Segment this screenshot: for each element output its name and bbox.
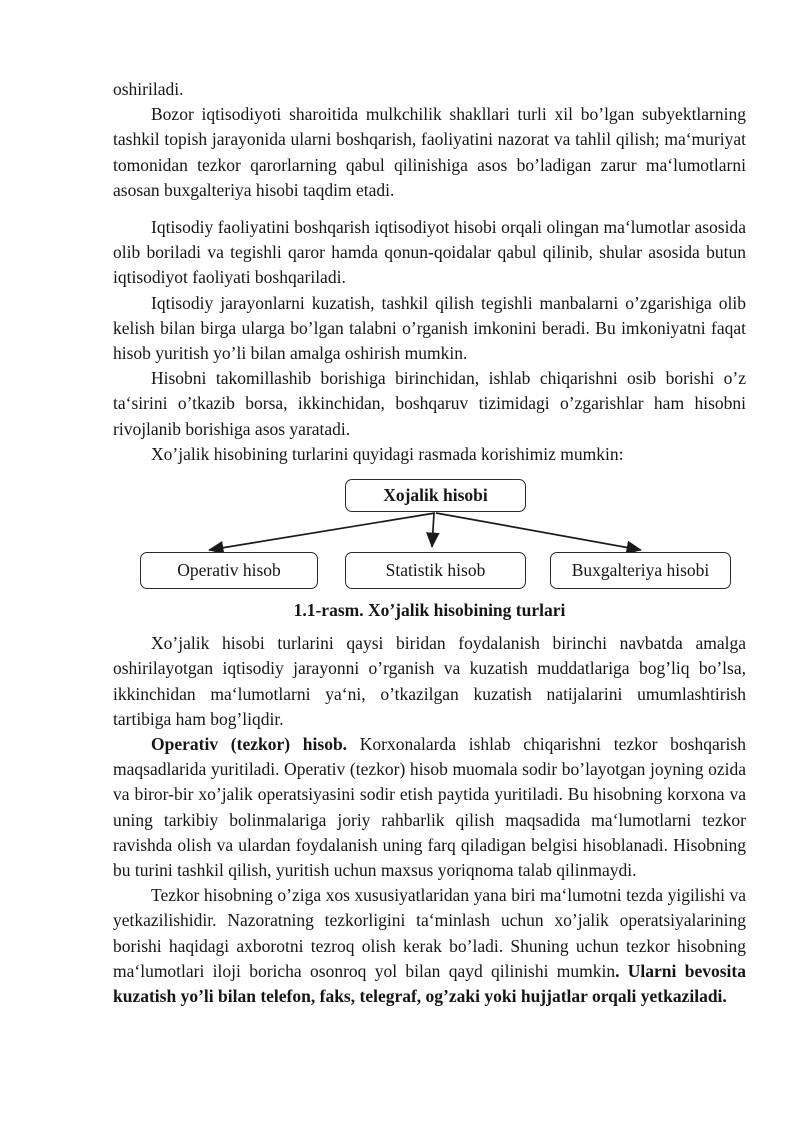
paragraph-tezkor-hisobning [113, 883, 746, 1009]
paragraph-tail-bold: . Ularni bevosita kuzatish yo’li bilan telefon, faks, telegraf, og’zaki yoki hujjatlar orqali yetkaziladi. [113, 960, 746, 1007]
diagram-child-label: Operativ hisob [177, 559, 281, 580]
text-column [113, 77, 746, 1009]
diagram-box-operativ-hisob [140, 552, 318, 589]
paragraph-hisobni-takomillashib: Hisobni takomillashib borishiga birinchidan, ishlab chiqarishni osib borishi o’z ta‘sirini o’tkazib borsa, ikkinchidan, boshqaruv tizimidagi o’zgarishlar ham hisobni rivojlanib borishiga asos yaratadi. [113, 368, 746, 439]
diagram-root-label: Xojalik hisobi [383, 484, 488, 505]
diagram-box-buxgalteriya-hisobi [550, 552, 731, 589]
diagram-child-label: Statistik hisob [385, 559, 486, 580]
diagram-root-box [345, 479, 526, 512]
paragraph-lead-bold: Operativ (tezkor) hisob. [151, 734, 348, 755]
figure-caption: 1.1-rasm. Xo’jalik hisobining turlari [293, 600, 566, 621]
paragraph-bozor-iqtisodiyoti: Bozor iqtisodiyoti sharoitida mulkchilik shakllari turli xil bo’lgan subyektlarning tashkil topish jarayonida ularni boshqarish, faoliyatini nazorat va tahlil qilish; ma‘muriyat tomonidan tezkor qarorlarning qabul qilinishiga asos bo’ladigan zarur ma‘lumotlarni asosan buxgalteriya hisobi taqdim etadi. [113, 104, 746, 200]
accounting-types-diagram [113, 477, 746, 593]
paragraph-operativ-hisob [113, 732, 746, 883]
diagram-child-label: Buxgalteriya hisobi [571, 559, 710, 580]
paragraph-continuation: oshiriladi. [113, 79, 184, 99]
paragraph-iqtisodiy-faoliyatini: Iqtisodiy faoliyatini boshqarish iqtisodiyot hisobi orqali olingan ma‘lumotlar asosida olib boriladi va tegishli qaror hamda qonun-qoidalar qabul qilinib, shular asosida butun iqtisodiyot faoliyati boshqariladi. [113, 217, 746, 288]
paragraph-iqtisodiy-jarayonlarni: Iqtisodiy jarayonlarni kuzatish, tashkil qilish tegishli manbalarni o’zgarishiga olib kelish bilan birga ularga bo’lgan talabni o’rganish imkonini beradi. Bu imkoniyatni faqat hisob yuritish yo’li bilan amalga oshirish mumkin. [113, 292, 746, 364]
paragraph-body-text: Tezkor hisobning o’ziga xos xususiyatlaridan yana biri ma‘lumotni tezda yigilishi va yetkazilishidir. Nazoratning tezkorligini ta‘minlash uchun xo’jalik operatsiyalarining borishi haqidagi axborotni tezroq olish kerak bo’ladi. Shuning uchun tezkor hisobning ma‘lumotlari iloji boricha osonroq yol bilan qayd qilinishi mumkin [113, 885, 746, 981]
paragraph-diagram-intro: Xo’jalik hisobining turlarini quyidagi rasmada korishimiz mumkin: [151, 443, 624, 464]
paragraph-turlarini-foydalanish: Xo’jalik hisobi turlarini qaysi biridan foydalanish birinchi navbatda amalga oshirilayotgan iqtisodiy jarayonni o’rganish va kuzatish muddatlariga bog’liq bo’lsa, ikkinchidan ma‘lumotlarni ya‘ni, o’tkazilgan kuzatish natijalarini umumlashtirish tartibiga ham bog’liqdir. [113, 633, 746, 729]
paragraph-body-text: Korxonalarda ishlab chiqarishni tezkor boshqarish maqsadlarida yuritiladi. Operativ (tezkor) hisob muomala sodir bo’layotgan joyning ozida va biror-bir xo’jalik operatsiyasini sodir etish paytida yuritiladi. Bu hisobning korxona va uning tarkibiy bolinmalariga joriy rahbarlik qilish maqsadida ma‘lumotlarni tezkor ravishda olish va ulardan foydalanish uning farq qiladigan belgisi hisoblanadi. Hisobning bu turini tashkil qilish, yuritish uchun maxsus yoriqnoma talab qilinmaydi. [113, 734, 746, 881]
diagram-box-statistik-hisob [345, 552, 526, 589]
